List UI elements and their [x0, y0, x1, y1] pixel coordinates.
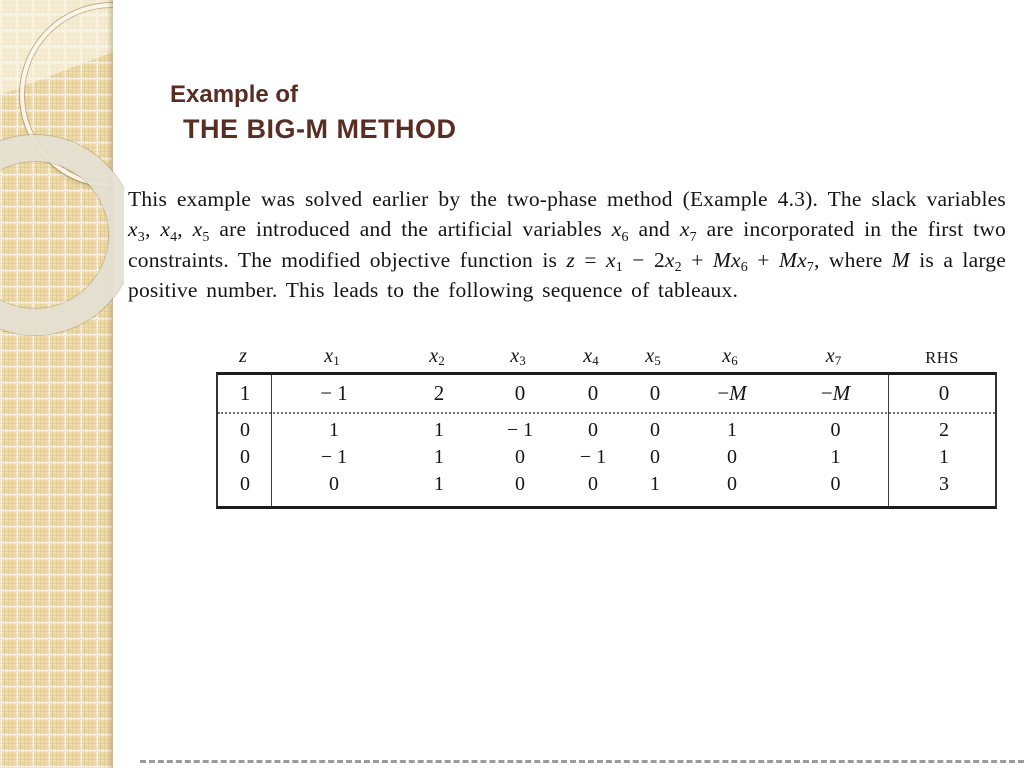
tableau-cell: 0	[329, 473, 339, 495]
title-line-1: Example of	[170, 81, 299, 109]
tableau-cell: 1	[434, 446, 444, 468]
constraint-rows	[218, 414, 995, 506]
column-header: x $_2$	[429, 345, 445, 369]
constraint-row	[218, 417, 995, 444]
simplex-tableau	[216, 340, 997, 509]
tableau-cell: − 1	[506, 419, 534, 441]
tableau-cell: 1	[650, 473, 660, 495]
tableau-cell: 0	[830, 419, 841, 441]
column-header: x $_4$	[583, 345, 599, 369]
tableau-cell: 0	[514, 381, 526, 405]
column-header: x $_5$	[645, 345, 661, 369]
constraint-row	[218, 444, 995, 471]
tableau-cell: 1	[329, 419, 339, 441]
page-edge-dashes	[140, 760, 1024, 763]
constraint-row	[218, 471, 995, 498]
tableau-cell: 0	[588, 473, 598, 495]
column-header: RHS	[925, 348, 959, 367]
tableau-cell: − M	[820, 381, 851, 405]
sidebar-decoration	[0, 0, 113, 768]
tableau-cell: 0	[240, 473, 250, 495]
tableau-cell: 1	[434, 419, 444, 441]
tableau-cell: − 1	[579, 446, 607, 468]
page-title	[170, 81, 456, 145]
tableau-cell: 0	[515, 473, 525, 495]
sidebar-light-wedge	[0, 0, 113, 100]
tableau-cell: 0	[588, 419, 598, 441]
column-header: x $_3$	[510, 345, 526, 369]
tableau-cell: 1	[939, 446, 949, 468]
tableau-cell: 1	[727, 419, 737, 441]
tableau-cell: − M	[717, 381, 747, 405]
vertical-rule-rhs	[888, 375, 889, 506]
column-header: z	[239, 345, 247, 367]
tableau-cell: 0	[240, 446, 250, 468]
tableau-cell: 2	[939, 419, 949, 441]
column-header: x $_6$	[722, 345, 738, 369]
tableau-cell: 1	[239, 381, 251, 405]
tableau-cell: 1	[434, 473, 444, 495]
tableau-cell: 0	[727, 446, 737, 468]
tableau-cell: 0	[587, 381, 599, 405]
tableau-cell: 0	[938, 381, 950, 405]
tableau-cell: − 1	[320, 446, 348, 468]
column-header: x $_7$	[825, 345, 842, 369]
tableau-cell: 3	[939, 473, 949, 495]
title-line-2: THE BIG-M METHOD	[183, 114, 457, 145]
tableau-cell: 0	[830, 473, 841, 495]
objective-row	[218, 375, 995, 414]
tableau-cell: 1	[830, 446, 841, 468]
tableau-cell: 0	[650, 419, 660, 441]
vertical-rule-z	[271, 375, 272, 506]
tableau-cell: − 1	[320, 381, 348, 405]
tableau-cell: 2	[433, 381, 445, 405]
tableau-box	[216, 372, 997, 509]
column-header: x $_1$	[324, 345, 340, 369]
body-paragraph: This example was solved earlier by the two-phase method (Example 4.3). The slack variables $x_3$, $x_4$, $x_5$ are introduced and the artificial variables $x_6$ and $x_7$ are incorporated in the first two constraints. The modified objective function is $z = x_1 - 2x_2 + Mx_6 + Mx_7$, where M is a large positive number. This leads to the following sequence of tableaux.	[128, 186, 1007, 302]
tableau-cell: 0	[240, 419, 250, 441]
tableau-cell: 0	[727, 473, 737, 495]
tableau-cell: 0	[515, 446, 525, 468]
tableau-header-row	[216, 340, 997, 370]
tableau-cell: 0	[650, 446, 660, 468]
tableau-cell: 0	[649, 381, 661, 405]
